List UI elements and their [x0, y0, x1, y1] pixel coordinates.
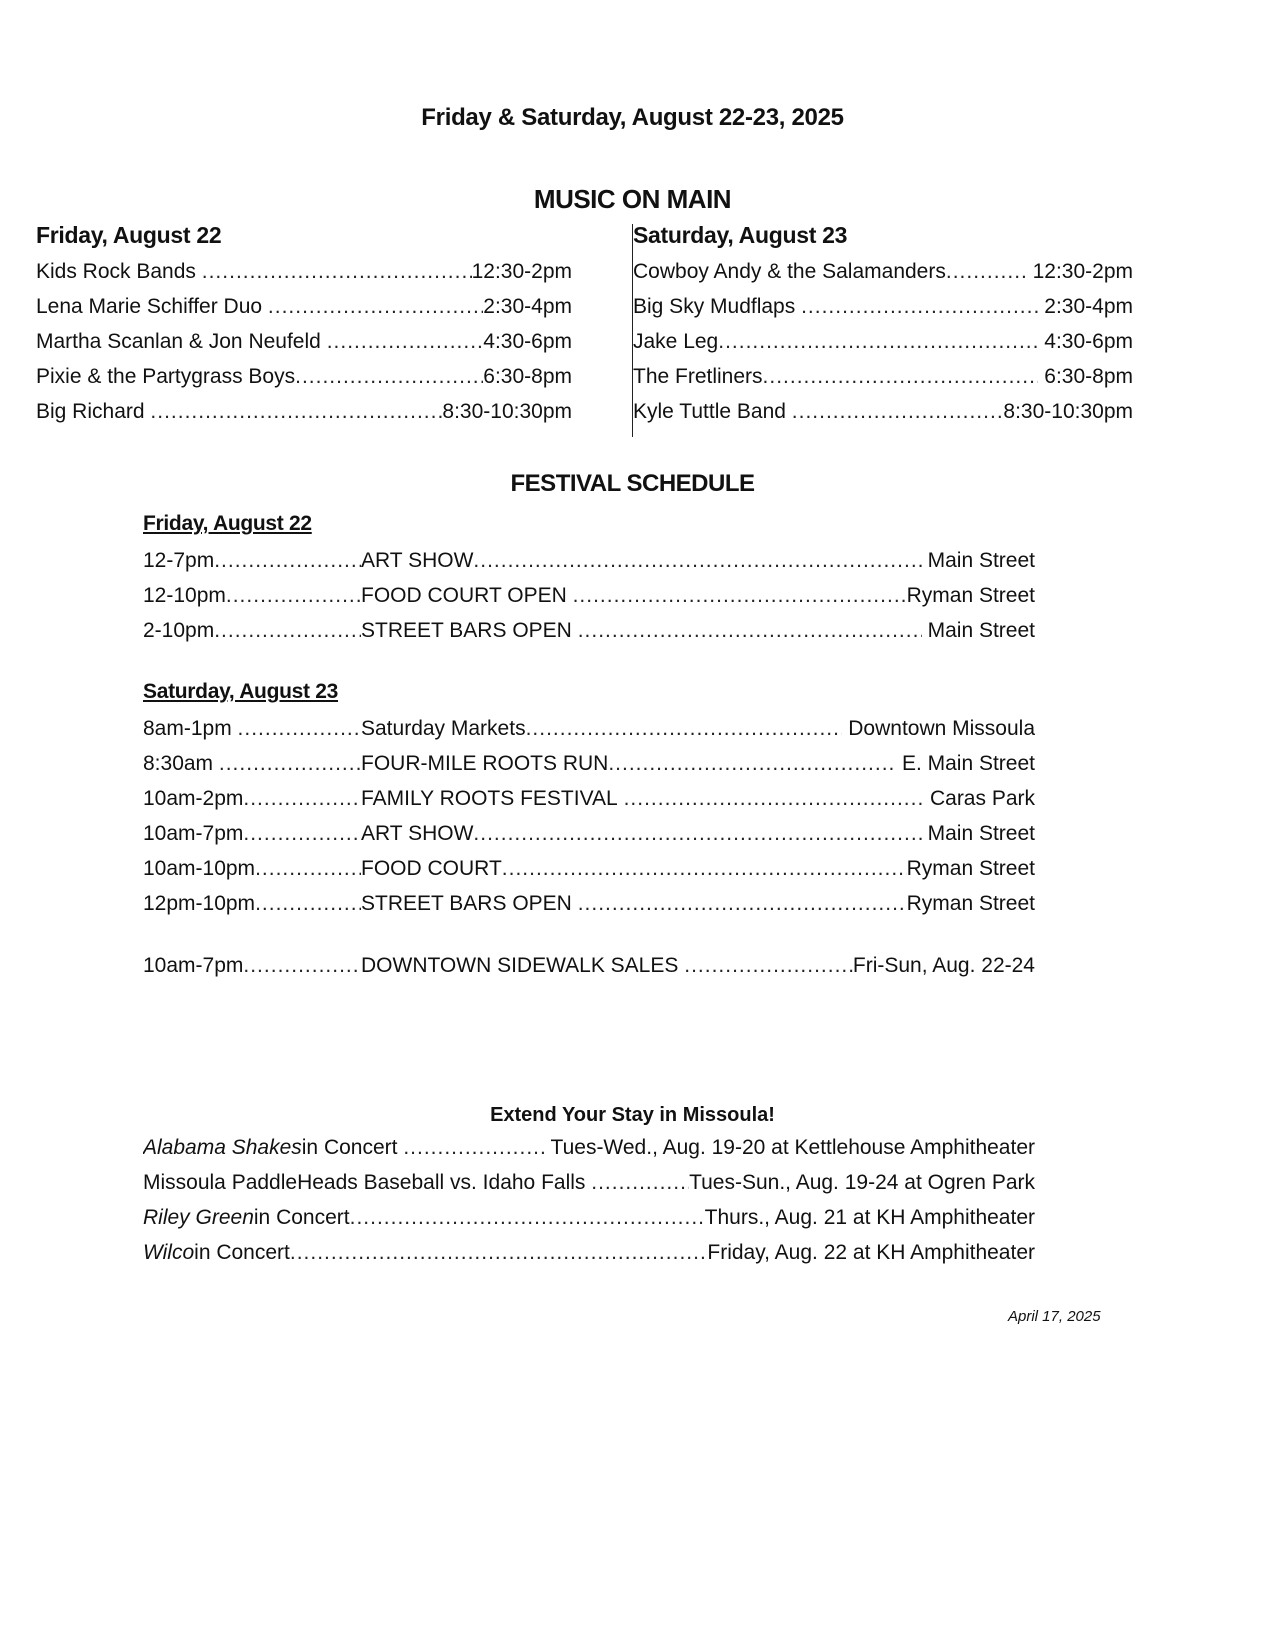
list-item [633, 394, 1133, 429]
dot-leader [718, 324, 1038, 359]
event-time: 12pm-10pm [143, 892, 256, 915]
event-name: FOOD COURT [361, 857, 502, 880]
act-name: Cowboy Andy & the Salamanders [633, 260, 946, 283]
dot-leader [573, 578, 907, 613]
event-when: Tues-Wed., Aug. 19-20 at Kettlehouse Amphitheater [550, 1136, 1035, 1159]
list-item [36, 324, 572, 359]
event-location: Fri-Sun, Aug. 22-24 [852, 954, 1035, 977]
dot-leader [238, 711, 361, 746]
list-item [36, 359, 572, 394]
event-name: STREET BARS OPEN [361, 892, 572, 915]
list-item [143, 1200, 1035, 1235]
event-location: E. Main Street [901, 752, 1035, 775]
dot-leader [591, 1165, 689, 1200]
table-row [143, 948, 1035, 983]
act-time: 12:30-2pm [471, 260, 572, 283]
event-desc: in Concert [253, 1206, 350, 1229]
dot-leader [214, 613, 361, 648]
event-desc: in Concert [194, 1241, 290, 1264]
event-location: Ryman Street [906, 584, 1035, 607]
table-row [143, 886, 1035, 921]
list-item [633, 324, 1133, 359]
table-row [143, 543, 1035, 578]
event-location: Caras Park [929, 787, 1035, 810]
dot-leader [403, 1130, 544, 1165]
dot-leader [578, 613, 922, 648]
dot-leader [526, 711, 843, 746]
act-name: Jake Leg [633, 330, 719, 353]
act-time: 2:30-4pm [1044, 295, 1133, 318]
event-time: 8:30am [143, 752, 214, 775]
event-time: 10am-7pm [143, 954, 244, 977]
dot-leader [801, 289, 1038, 324]
festival-saturday-heading: Saturday, August 23 [143, 680, 339, 703]
event-name: Saturday Markets [361, 717, 526, 740]
festival-friday-heading: Friday, August 22 [143, 512, 312, 535]
festival-friday-list [143, 543, 1035, 648]
event-when: Thurs., Aug. 21 at KH Amphitheater [704, 1206, 1035, 1229]
act-time: 8:30-10:30pm [442, 400, 572, 423]
dot-leader [792, 394, 1004, 429]
event-name: DOWNTOWN SIDEWALK SALES [361, 954, 679, 977]
table-row [143, 613, 1035, 648]
list-item [633, 359, 1133, 394]
list-item [36, 289, 572, 324]
dot-leader [290, 1235, 708, 1270]
dot-leader [295, 359, 483, 394]
list-item [143, 1165, 1035, 1200]
extend-stay-title: Extend Your Stay in Missoula! [490, 1104, 775, 1126]
list-item [143, 1235, 1035, 1270]
dot-leader [502, 851, 907, 886]
festival-saturday-list [143, 711, 1035, 921]
event-time: 12-7pm [143, 549, 215, 572]
act-name: The Fretliners [633, 365, 763, 388]
act-time: 4:30-6pm [1044, 330, 1133, 353]
table-row [143, 746, 1035, 781]
event-location: Ryman Street [906, 857, 1035, 880]
table-row [143, 578, 1035, 613]
event-name: ART SHOW [361, 822, 474, 845]
dot-leader [327, 324, 484, 359]
event-name: FAMILY ROOTS FESTIVAL [361, 787, 618, 810]
extend-stay-list [143, 1130, 1035, 1270]
act-time: 6:30-8pm [1044, 365, 1133, 388]
dot-leader [255, 886, 361, 921]
dot-leader [202, 254, 472, 289]
table-row [143, 711, 1035, 746]
act-name: Big Richard [36, 400, 145, 423]
act-time: 4:30-6pm [483, 330, 572, 353]
dot-leader [243, 816, 361, 851]
music-saturday-heading: Saturday, August 23 [633, 222, 848, 248]
performer-name: Wilco [143, 1241, 195, 1264]
dot-leader [219, 746, 361, 781]
event-when: Tues-Sun., Aug. 19-24 at Ogren Park [689, 1171, 1035, 1194]
list-item [143, 1130, 1035, 1165]
event-desc: Missoula PaddleHeads Baseball vs. Idaho Falls [143, 1171, 586, 1194]
event-name: STREET BARS OPEN [361, 619, 572, 642]
dot-leader [214, 543, 361, 578]
music-saturday-list [633, 254, 1133, 429]
act-name: Kids Rock Bands [36, 260, 196, 283]
performer-name: Riley Green [143, 1206, 254, 1229]
event-location: Main Street [927, 822, 1035, 845]
dot-leader [578, 886, 907, 921]
list-item [36, 394, 572, 429]
dot-leader [608, 746, 896, 781]
event-when: Friday, Aug. 22 at KH Amphitheater [707, 1241, 1035, 1264]
list-item [633, 254, 1133, 289]
dot-leader [350, 1200, 705, 1235]
event-desc: in Concert [301, 1136, 398, 1159]
festival-schedule-title: FESTIVAL SCHEDULE [510, 470, 755, 497]
table-row [143, 851, 1035, 886]
act-name: Pixie & the Partygrass Boys [36, 365, 296, 388]
dot-leader [226, 578, 361, 613]
dot-leader [243, 948, 361, 983]
list-item [633, 289, 1133, 324]
dot-leader [268, 289, 483, 324]
event-name: ART SHOW [361, 549, 474, 572]
act-time: 6:30-8pm [483, 365, 572, 388]
dot-leader [946, 254, 1027, 289]
act-time: 12:30-2pm [1032, 260, 1133, 283]
dot-leader [763, 359, 1039, 394]
event-time: 10am-2pm [143, 787, 244, 810]
dot-leader [684, 948, 853, 983]
dot-leader [150, 394, 442, 429]
sidewalk-sales-row [143, 948, 1035, 983]
event-time: 10am-7pm [143, 822, 244, 845]
event-location: Downtown Missoula [848, 717, 1035, 740]
table-row [143, 816, 1035, 851]
act-time: 2:30-4pm [483, 295, 572, 318]
table-row [143, 781, 1035, 816]
music-friday-heading: Friday, August 22 [36, 222, 222, 248]
act-name: Kyle Tuttle Band [633, 400, 786, 423]
dot-leader [624, 781, 925, 816]
event-name: FOUR-MILE ROOTS RUN [361, 752, 609, 775]
event-time: 10am-10pm [143, 857, 256, 880]
event-location: Main Street [927, 619, 1035, 642]
act-name: Lena Marie Schiffer Duo [36, 295, 263, 318]
dot-leader [255, 851, 361, 886]
event-name: FOOD COURT OPEN [361, 584, 567, 607]
event-location: Main Street [927, 549, 1035, 572]
list-item [36, 254, 572, 289]
dot-leader [473, 816, 921, 851]
event-location: Ryman Street [906, 892, 1035, 915]
act-time: 8:30-10:30pm [1003, 400, 1133, 423]
event-time: 12-10pm [143, 584, 226, 607]
act-name: Martha Scanlan & Jon Neufeld [36, 330, 321, 353]
event-time: 2-10pm [143, 619, 215, 642]
event-time: 8am-1pm [143, 717, 232, 740]
music-on-main-title: MUSIC ON MAIN [533, 184, 732, 214]
revision-date: April 17, 2025 [1008, 1308, 1101, 1325]
performer-name: Alabama Shakes [143, 1136, 302, 1159]
act-name: Big Sky Mudflaps [633, 295, 796, 318]
dot-leader [243, 781, 361, 816]
music-friday-list [36, 254, 572, 429]
dot-leader [473, 543, 921, 578]
document-title: Friday & Saturday, August 22-23, 2025 [421, 104, 844, 131]
